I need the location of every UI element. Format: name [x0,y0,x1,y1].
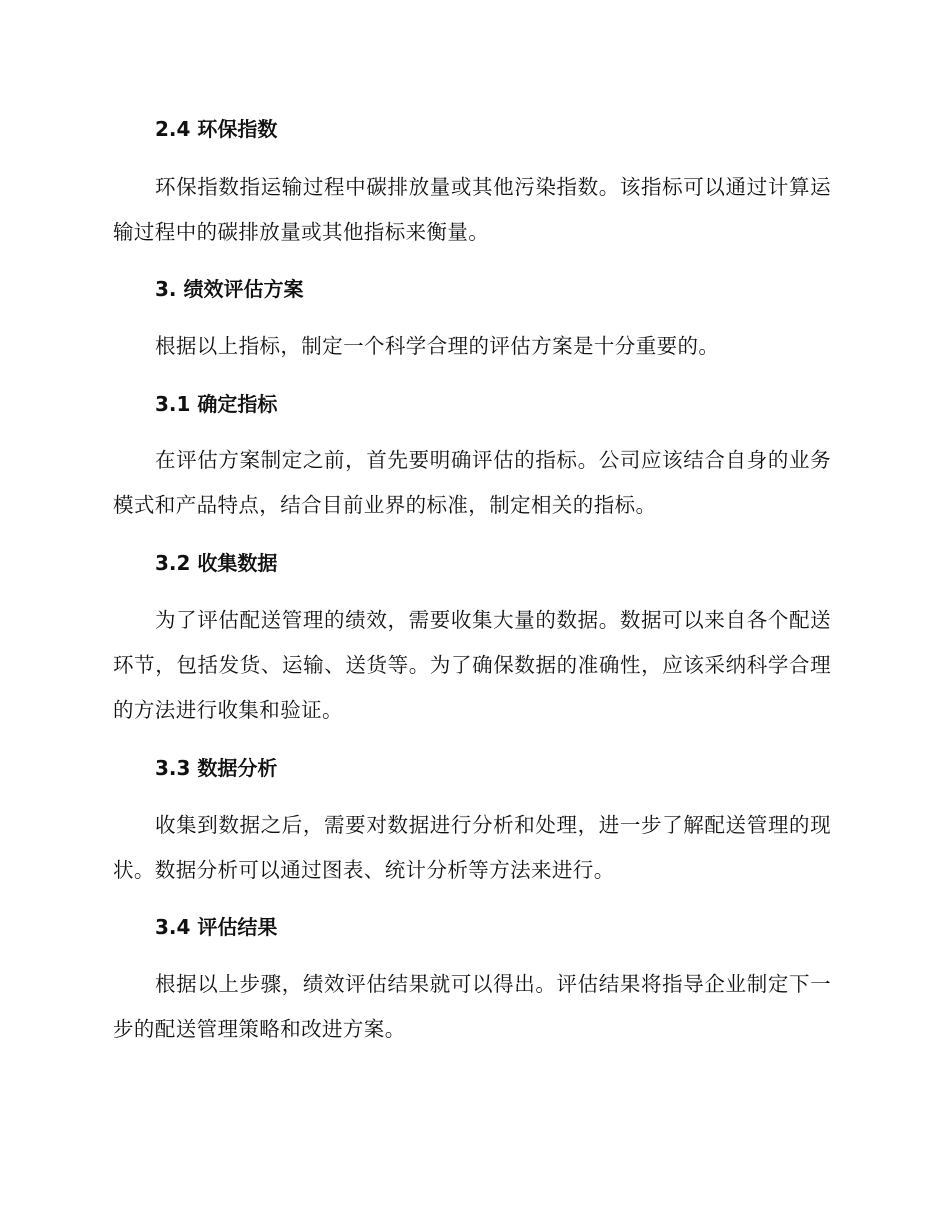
section-body-3-4: 根据以上步骤，绩效评估结果就可以得出。评估结果将指导企业制定下一步的配送管理策略和改进方案。 [113,972,831,1041]
section-body-3-2: 为了评估配送管理的绩效，需要收集大量的数据。数据可以来自各个配送环节，包括发货、运输、送货等。为了确保数据的准确性，应该采纳科学合理的方法进行收集和验证。 [113,608,831,722]
section-heading-3-1: 3.1 确定指标 [155,392,278,416]
section-heading-3-4: 3.4 评估结果 [155,915,278,939]
section-body-3-3: 收集到数据之后，需要对数据进行分析和处理，进一步了解配送管理的现状。数据分析可以通过图表、统计分析等方法来进行。 [113,813,831,882]
section-body-2-4: 环保指数指运输过程中碳排放量或其他污染指数。该指标可以通过计算运输过程中的碳排放量或其他指标来衡量。 [113,175,831,244]
section-heading-2-4: 2.4 环保指数 [155,117,278,141]
section-heading-3: 3. 绩效评估方案 [155,277,304,301]
section-body-3-1: 在评估方案制定之前，首先要明确评估的指标。公司应该结合自身的业务模式和产品特点，结合目前业界的标准，制定相关的指标。 [113,448,831,517]
section-heading-3-2: 3.2 收集数据 [155,551,278,575]
section-heading-3-3: 3.3 数据分析 [155,756,278,780]
section-body-3: 根据以上指标，制定一个科学合理的评估方案是十分重要的。 [155,334,720,358]
